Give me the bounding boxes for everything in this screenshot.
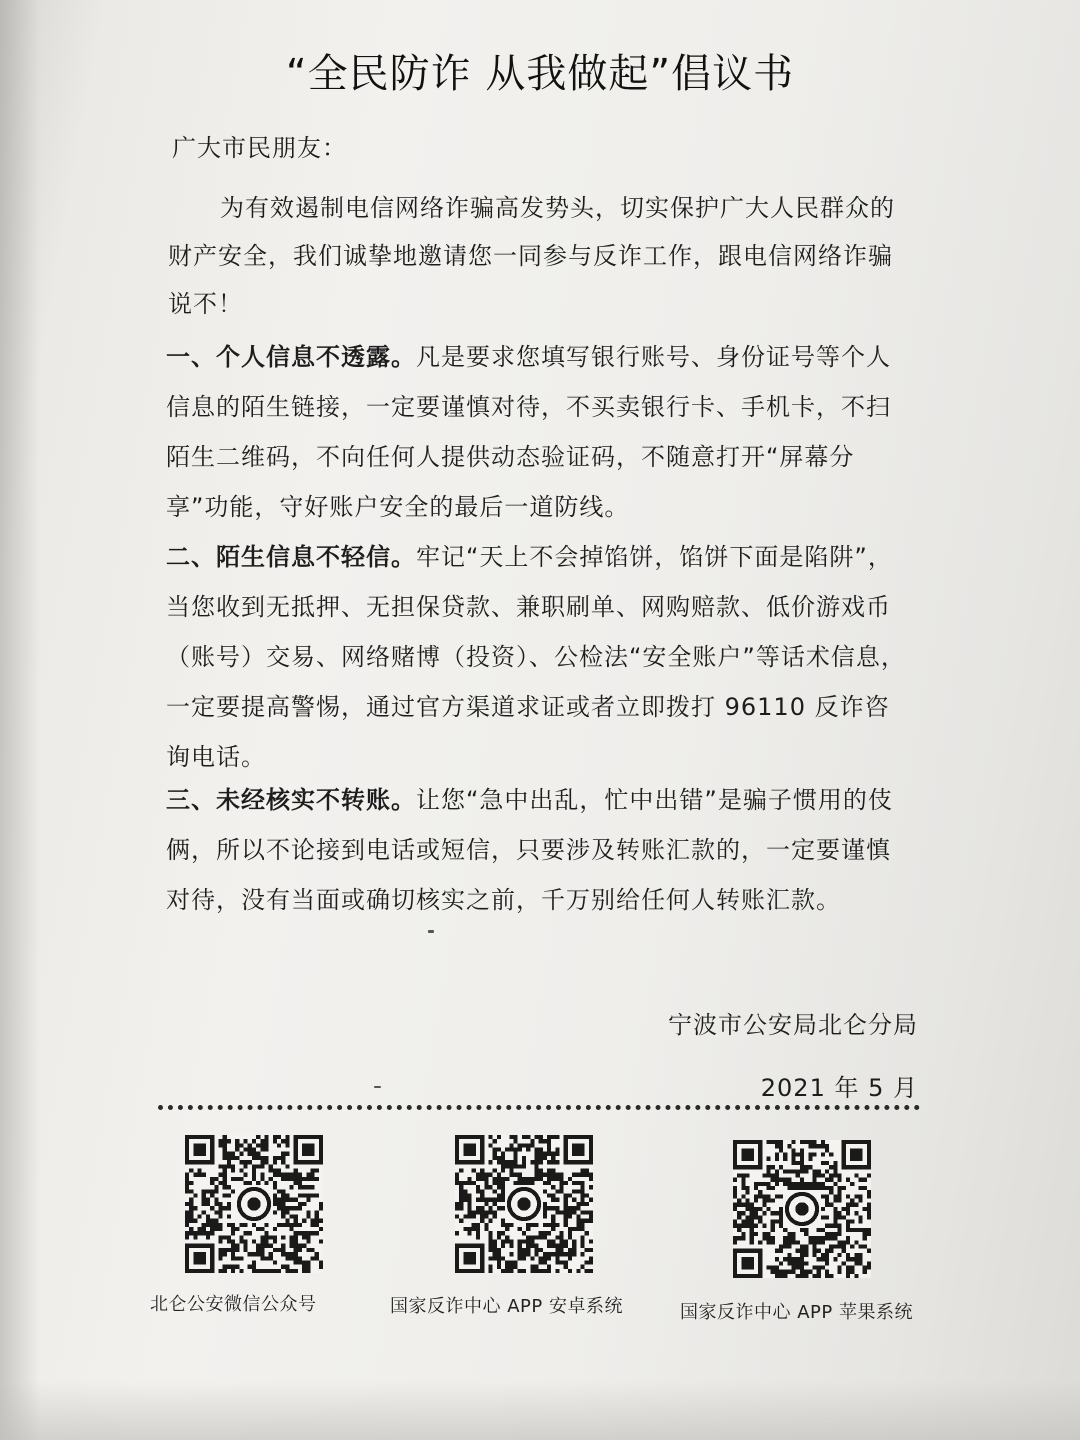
ink-speck [428,930,434,933]
intro-paragraph: 为有效遏制电信网络诈骗高发势头，切实保护广大人民群众的财产安全，我们诚挚地邀请您一同参与反诈工作，跟电信网络诈骗说不！ [168,194,895,318]
qr-caption-android: 国家反诈中心 APP 安卓系统 [390,1296,623,1317]
qr-code-icon [185,1135,323,1273]
page-shadow-left [0,0,40,1440]
page-shadow-bottom [0,1380,1080,1440]
point-heading-2: 二、陌生信息不轻信。 [166,543,416,571]
qr-caption-ios: 国家反诈中心 APP 苹果系统 [680,1302,913,1323]
point-heading-1: 一、个人信息不透露。 [166,343,416,371]
ink-speck [374,1086,381,1088]
point-paragraph-2 [166,532,911,782]
greeting: 广大市民朋友： [172,134,347,162]
qr-caption-wechat: 北仑公安微信公众号 [150,1294,317,1315]
point-paragraph-1 [166,332,911,532]
qr-code-icon [455,1135,593,1273]
issuer-signature: 宁波市公安局北仑分局 [668,1011,918,1039]
point-body-1: 凡是要求您填写银行账号、身份证号等个人信息的陌生链接，一定要谨慎对待，不买卖银行卡、手机卡，不扫陌生二维码，不向任何人提供动态验证码，不随意打开“屏幕分享”功能，守好账户安全的最后一道防线。 [166,343,891,521]
point-heading-3: 三、未经核实不转账。 [166,786,416,814]
issue-date: 2021 年 5 月 [760,1074,918,1102]
qr-code-icon [733,1140,871,1278]
document-title: “全民防诈 从我做起”倡议书 [285,51,795,97]
point-body-3: 让您“急中出乱，忙中出错”是骗子惯用的伎俩，所以不论接到电话或短信，只要涉及转账汇款的，一定要谨慎对待，没有当面或确切核实之前，千万别给任何人转账汇款。 [166,786,893,914]
point-paragraph-3 [166,775,911,925]
dotted-divider [158,1105,920,1110]
point-body-2: 牢记“天上不会掉馅饼，馅饼下面是陷阱”，当您收到无抵押、无担保贷款、兼职刷单、网购赔款、低价游戏币（账号）交易、网络赌博（投资）、公检法“安全账户”等话术信息，一定要提高警惕，通过官方渠道求证或者立即拨打 96110 反诈咨询电话。 [166,543,906,771]
